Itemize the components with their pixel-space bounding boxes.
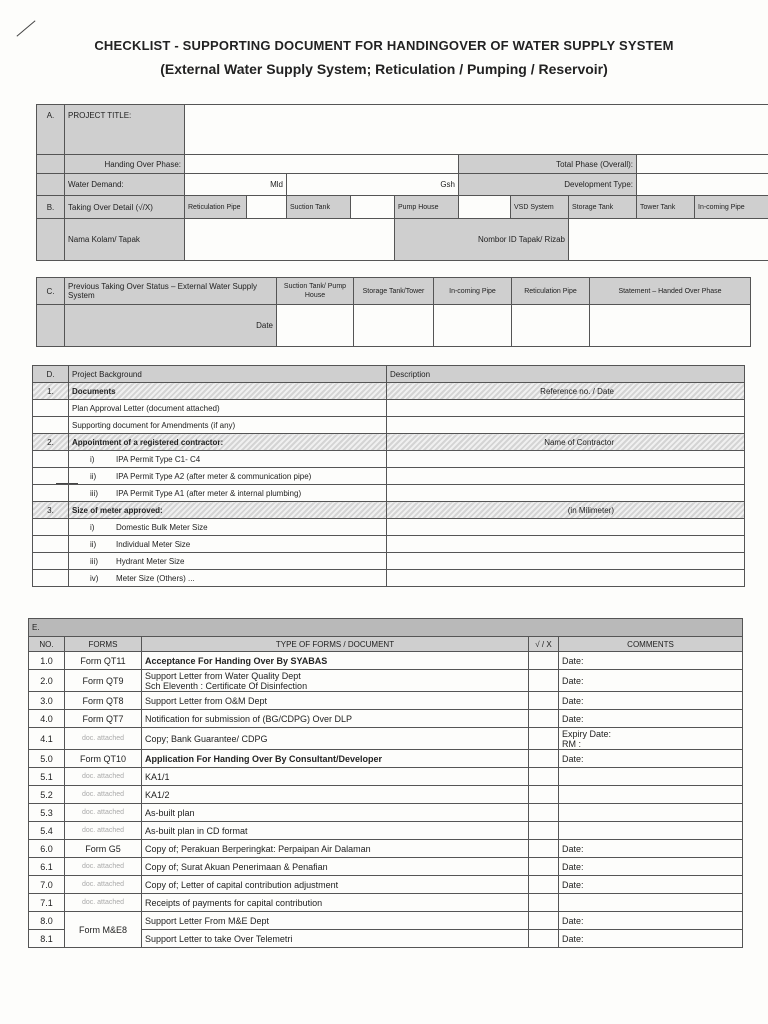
row-number: 4.1: [29, 728, 65, 750]
row-comment-text: Date:: [562, 879, 584, 890]
row-document-text: KA1/2: [145, 789, 170, 800]
document-title: CHECKLIST - SUPPORTING DOCUMENT FOR HANDINGOVER OF WATER SUPPLY SYSTEM: [94, 38, 674, 53]
item-blank: [33, 468, 69, 485]
table-row: [29, 786, 743, 804]
row-comment-text-2: RM :: [562, 738, 581, 749]
list-item: [33, 468, 745, 485]
item-description-field[interactable]: [387, 570, 745, 587]
item-roman: iii): [90, 488, 98, 498]
col-storage-tank: Storage Tank/Tower: [354, 278, 434, 305]
table-row: [29, 768, 743, 786]
table-row: [29, 840, 743, 858]
list-item: [33, 417, 745, 434]
row-form: Form QT10: [65, 750, 142, 768]
item-label: [69, 570, 387, 587]
row-document-text: Application For Handing Over By Consultant/Developer: [145, 753, 383, 764]
section-d-letter: D.: [33, 366, 69, 383]
row-comment-text: Expiry Date:: [562, 728, 612, 739]
row-document-type: [142, 840, 529, 858]
item-label: [69, 468, 387, 485]
item-blank: [33, 451, 69, 468]
row-comment-text: Date:: [562, 675, 584, 686]
row-check-field[interactable]: [529, 930, 559, 948]
row-number: 7.0: [29, 876, 65, 894]
row-comment[interactable]: [559, 876, 743, 894]
group-number: 2.: [33, 434, 69, 451]
row-document-text: Support Letter from Water Quality Dept: [145, 670, 301, 681]
item-roman: ii): [90, 539, 97, 549]
row-form: doc. attached: [65, 804, 142, 822]
row-document-text: Copy of; Perakuan Berperingkat: Perpaipan Air Dalaman: [145, 843, 371, 854]
col-check: √ / X: [529, 637, 559, 652]
row-comment[interactable]: [559, 750, 743, 768]
item-tower-tank: Tower Tank: [637, 196, 695, 219]
table-row: [29, 894, 743, 912]
row-comment[interactable]: [559, 840, 743, 858]
check-suction-tank[interactable]: [351, 196, 395, 219]
row-document-text: Support Letter to take Over Telemetri: [145, 933, 293, 944]
row-check-field[interactable]: [529, 912, 559, 930]
row-comment-text: Date:: [562, 695, 584, 706]
document-subtitle: (External Water Supply System; Reticulation / Pumping / Reservoir): [160, 61, 608, 77]
row-comment[interactable]: [559, 670, 743, 692]
row-comment[interactable]: [559, 768, 743, 786]
row-comment-text: Date:: [562, 933, 584, 944]
section-b-letter: B.: [37, 196, 65, 219]
table-row: [29, 912, 743, 930]
row-check-field[interactable]: [529, 858, 559, 876]
item-text: IPA Permit Type A1 (after meter & internal plumbing): [116, 488, 302, 498]
row-document-text: Copy of; Letter of capital contribution adjustment: [145, 879, 339, 890]
group-right-label: Name of Contractor: [387, 434, 745, 451]
item-text: Domestic Bulk Meter Size: [116, 522, 208, 532]
water-demand-mld[interactable]: Mld: [185, 174, 287, 196]
row-comment-text: Date:: [562, 861, 584, 872]
row-form: doc. attached: [65, 876, 142, 894]
row-check-field[interactable]: [529, 768, 559, 786]
item-vsd-system: VSD System: [511, 196, 569, 219]
row-document-type: [142, 894, 529, 912]
row-form: Form G5: [65, 840, 142, 858]
item-label: [69, 451, 387, 468]
row-number: 5.0: [29, 750, 65, 768]
row-form: doc. attached: [65, 858, 142, 876]
item-blank: [33, 400, 69, 417]
row-number: 1.0: [29, 652, 65, 670]
group-title: Size of meter approved:: [69, 502, 387, 519]
check-pump-house[interactable]: [459, 196, 511, 219]
table-row: [29, 804, 743, 822]
table-row: [29, 710, 743, 728]
row-check-field[interactable]: [529, 894, 559, 912]
row-comment[interactable]: [559, 858, 743, 876]
item-description-field[interactable]: [387, 468, 745, 485]
section-a-b-table: [36, 104, 768, 261]
row-comment-text: Date:: [562, 655, 584, 666]
development-type-label: Development Type:: [459, 174, 637, 196]
item-label: [69, 553, 387, 570]
item-label: [69, 417, 387, 434]
table-row: [29, 692, 743, 710]
row-number: 8.0: [29, 912, 65, 930]
row-comment[interactable]: [559, 652, 743, 670]
row-comment[interactable]: [559, 912, 743, 930]
col-comments: COMMENTS: [559, 637, 743, 652]
table-row: [29, 858, 743, 876]
item-pump-house: Pump House: [395, 196, 459, 219]
row-document-text: As-built plan: [145, 807, 195, 818]
group-title: Appointment of a registered contractor:: [69, 434, 387, 451]
row-form: Form QT7: [65, 710, 142, 728]
section-c-table: [36, 277, 751, 347]
row-document-type: [142, 822, 529, 840]
row-check-field[interactable]: [529, 822, 559, 840]
section-d-table: [32, 365, 745, 587]
item-text: IPA Permit Type C1- C4: [116, 454, 201, 464]
table-row: [29, 728, 743, 750]
section-d-body: [33, 383, 745, 587]
row-comment[interactable]: [559, 710, 743, 728]
row-comment[interactable]: [559, 930, 743, 948]
row-document-type: [142, 750, 529, 768]
item-description-field[interactable]: [387, 485, 745, 502]
row-comment-text: Date:: [562, 915, 584, 926]
development-type-field[interactable]: [637, 174, 768, 196]
row-check-field[interactable]: [529, 670, 559, 692]
row-document-type: [142, 670, 529, 692]
row-comment[interactable]: [559, 692, 743, 710]
row-comment[interactable]: [559, 894, 743, 912]
item-text: Supporting document for Amendments (if any): [72, 420, 236, 430]
item-text: Individual Meter Size: [116, 539, 191, 549]
group-number: 1.: [33, 383, 69, 400]
row-number: 8.1: [29, 930, 65, 948]
row-form: Form QT11: [65, 652, 142, 670]
item-text: Meter Size (Others) ...: [116, 573, 195, 583]
item-description-field[interactable]: [387, 451, 745, 468]
item-roman: iv): [90, 573, 99, 583]
row-document-type: [142, 912, 529, 930]
group-right-label: (in Milimeter): [387, 502, 745, 519]
item-incoming-pipe: In-coming Pipe: [695, 196, 768, 219]
row-number: 2.0: [29, 670, 65, 692]
group-number: 3.: [33, 502, 69, 519]
item-roman: i): [90, 522, 95, 532]
nama-kolam-label: Nama Kolam/ Tapak: [65, 219, 185, 261]
col-forms: FORMS: [65, 637, 142, 652]
row-number: 3.0: [29, 692, 65, 710]
item-roman: i): [90, 454, 95, 464]
item-label: [69, 400, 387, 417]
item-description-field[interactable]: [387, 417, 745, 434]
row-check-field[interactable]: [529, 786, 559, 804]
table-row: [29, 670, 743, 692]
item-description-field[interactable]: [387, 519, 745, 536]
item-blank: [33, 485, 69, 502]
col-incoming-pipe: In-coming Pipe: [434, 278, 512, 305]
row-number: 4.0: [29, 710, 65, 728]
list-item: [33, 570, 745, 587]
section-e-body: [29, 652, 743, 948]
item-blank: [33, 417, 69, 434]
table-row: [29, 822, 743, 840]
row-comment[interactable]: [559, 786, 743, 804]
group-row: [33, 434, 745, 451]
handing-over-phase-label: Handing Over Phase:: [65, 155, 185, 174]
row-comment-text: Date:: [562, 843, 584, 854]
check-reticulation-pipe[interactable]: [247, 196, 287, 219]
row-check-field[interactable]: [529, 652, 559, 670]
row-document-text: Copy of; Surat Akuan Penerimaan & Penafian: [145, 861, 328, 872]
table-row: [29, 750, 743, 768]
group-row: [33, 383, 745, 400]
row-comment-text: Date:: [562, 753, 584, 764]
col-no: NO.: [29, 637, 65, 652]
row-form: doc. attached: [65, 786, 142, 804]
row-document-type: [142, 692, 529, 710]
row-document-text: Copy; Bank Guarantee/ CDPG: [145, 733, 268, 744]
row-form: doc. attached: [65, 894, 142, 912]
col-reticulation-pipe: Reticulation Pipe: [512, 278, 590, 305]
handing-over-phase-field[interactable]: [185, 155, 459, 174]
table-row: [29, 652, 743, 670]
item-blank: [33, 536, 69, 553]
status-reticulation-pipe[interactable]: [512, 305, 590, 347]
row-document-text: KA1/1: [145, 771, 170, 782]
section-c-letter: C.: [37, 278, 65, 305]
total-phase-field[interactable]: [637, 155, 768, 174]
list-item: [33, 519, 745, 536]
item-storage-tank: Storage Tank: [569, 196, 637, 219]
row-comment[interactable]: [559, 728, 743, 750]
row-form: doc. attached: [65, 768, 142, 786]
total-phase-label: Total Phase (Overall):: [459, 155, 637, 174]
item-text: IPA Permit Type A2 (after meter & communication pipe): [116, 471, 312, 481]
row-document-text: Receipts of payments for capital contribution: [145, 897, 323, 908]
item-description-field[interactable]: [387, 553, 745, 570]
section-a-blank: [37, 155, 65, 174]
row-check-field[interactable]: [529, 728, 559, 750]
col-type: TYPE OF FORMS / DOCUMENT: [142, 637, 529, 652]
status-incoming-pipe[interactable]: [434, 305, 512, 347]
row-form: doc. attached: [65, 822, 142, 840]
row-document-type: [142, 652, 529, 670]
row-document-text: Notification for submission of (BG/CDPG) Over DLP: [145, 713, 353, 724]
list-item: [33, 485, 745, 502]
description-header: Description: [387, 366, 745, 383]
row-document-text: Support Letter from O&M Dept: [145, 695, 268, 706]
item-reticulation-pipe: Reticulation Pipe: [185, 196, 247, 219]
section-e-letter: E.: [29, 619, 743, 637]
row-number: 6.0: [29, 840, 65, 858]
row-number: 6.1: [29, 858, 65, 876]
item-blank: [33, 519, 69, 536]
list-item: [33, 451, 745, 468]
group-row: [33, 502, 745, 519]
nama-kolam-field[interactable]: [185, 219, 395, 261]
list-item: [33, 536, 745, 553]
table-row: [29, 876, 743, 894]
status-storage-tank[interactable]: [354, 305, 434, 347]
item-label: [69, 519, 387, 536]
row-form: Form QT9: [65, 670, 142, 692]
row-document-type: [142, 858, 529, 876]
row-number: 5.3: [29, 804, 65, 822]
project-title-field[interactable]: [185, 105, 768, 155]
row-document-type: [142, 710, 529, 728]
status-suction-tank[interactable]: [277, 305, 354, 347]
row-document-text: Acceptance For Handing Over By SYABAS: [145, 655, 328, 666]
water-demand-gsh[interactable]: Gsh: [287, 174, 459, 196]
previous-status-label: Previous Taking Over Status – External Water Supply System: [65, 278, 277, 305]
row-document-text: Support Letter From M&E Dept: [145, 915, 270, 926]
row-document-type: [142, 768, 529, 786]
section-a-letter: A.: [37, 105, 65, 155]
status-statement[interactable]: [590, 305, 751, 347]
item-label: [69, 485, 387, 502]
row-document-type: [142, 930, 529, 948]
date-label: Date: [65, 305, 277, 347]
row-form: Form M&E8: [65, 912, 142, 948]
row-form: Form QT8: [65, 692, 142, 710]
section-a-blank: [37, 174, 65, 196]
row-comment[interactable]: [559, 822, 743, 840]
list-item: [33, 400, 745, 417]
item-text: Plan Approval Letter (document attached): [72, 403, 220, 413]
section-c-blank: [37, 305, 65, 347]
row-form: doc. attached: [65, 728, 142, 750]
item-roman: ii): [90, 471, 97, 481]
item-blank: [33, 553, 69, 570]
item-description-field[interactable]: [387, 536, 745, 553]
col-suction-tank: Suction Tank/ Pump House: [277, 278, 354, 305]
row-number: 5.4: [29, 822, 65, 840]
row-document-type: [142, 728, 529, 750]
row-check-field[interactable]: [529, 876, 559, 894]
col-statement: Statement – Handed Over Phase: [590, 278, 751, 305]
row-check-field[interactable]: [529, 710, 559, 728]
project-title-label: PROJECT TITLE:: [65, 105, 185, 155]
row-comment[interactable]: [559, 804, 743, 822]
group-right-label: Reference no. / Date: [387, 383, 745, 400]
nombor-id-label: Nombor ID Tapak/ Rizab: [395, 219, 569, 261]
item-roman: iii): [90, 556, 98, 566]
section-e-table: [28, 618, 743, 948]
item-suction-tank: Suction Tank: [287, 196, 351, 219]
row-number: 5.2: [29, 786, 65, 804]
item-label: [69, 536, 387, 553]
taking-over-detail-label: Taking Over Detail (√/X): [65, 196, 185, 219]
row-check-field[interactable]: [529, 692, 559, 710]
row-comment-text: Date:: [562, 713, 584, 724]
row-document-type: [142, 804, 529, 822]
item-description-field[interactable]: [387, 400, 745, 417]
row-number: 5.1: [29, 768, 65, 786]
project-background-header: Project Background: [69, 366, 387, 383]
section-b-blank: [37, 219, 65, 261]
row-document-text-2: Sch Eleventh : Certificate Of Disinfection: [145, 680, 308, 691]
row-check-field[interactable]: [529, 750, 559, 768]
item-text: Hydrant Meter Size: [116, 556, 185, 566]
row-check-field[interactable]: [529, 804, 559, 822]
water-demand-label: Water Demand:: [65, 174, 185, 196]
pen-mark: [16, 20, 35, 36]
row-number: 7.1: [29, 894, 65, 912]
item-blank: [33, 570, 69, 587]
nombor-id-field[interactable]: [569, 219, 768, 261]
row-document-text: As-built plan in CD format: [145, 825, 248, 836]
list-item: [33, 553, 745, 570]
row-document-type: [142, 876, 529, 894]
row-check-field[interactable]: [529, 840, 559, 858]
row-document-type: [142, 786, 529, 804]
group-title: Documents: [69, 383, 387, 400]
